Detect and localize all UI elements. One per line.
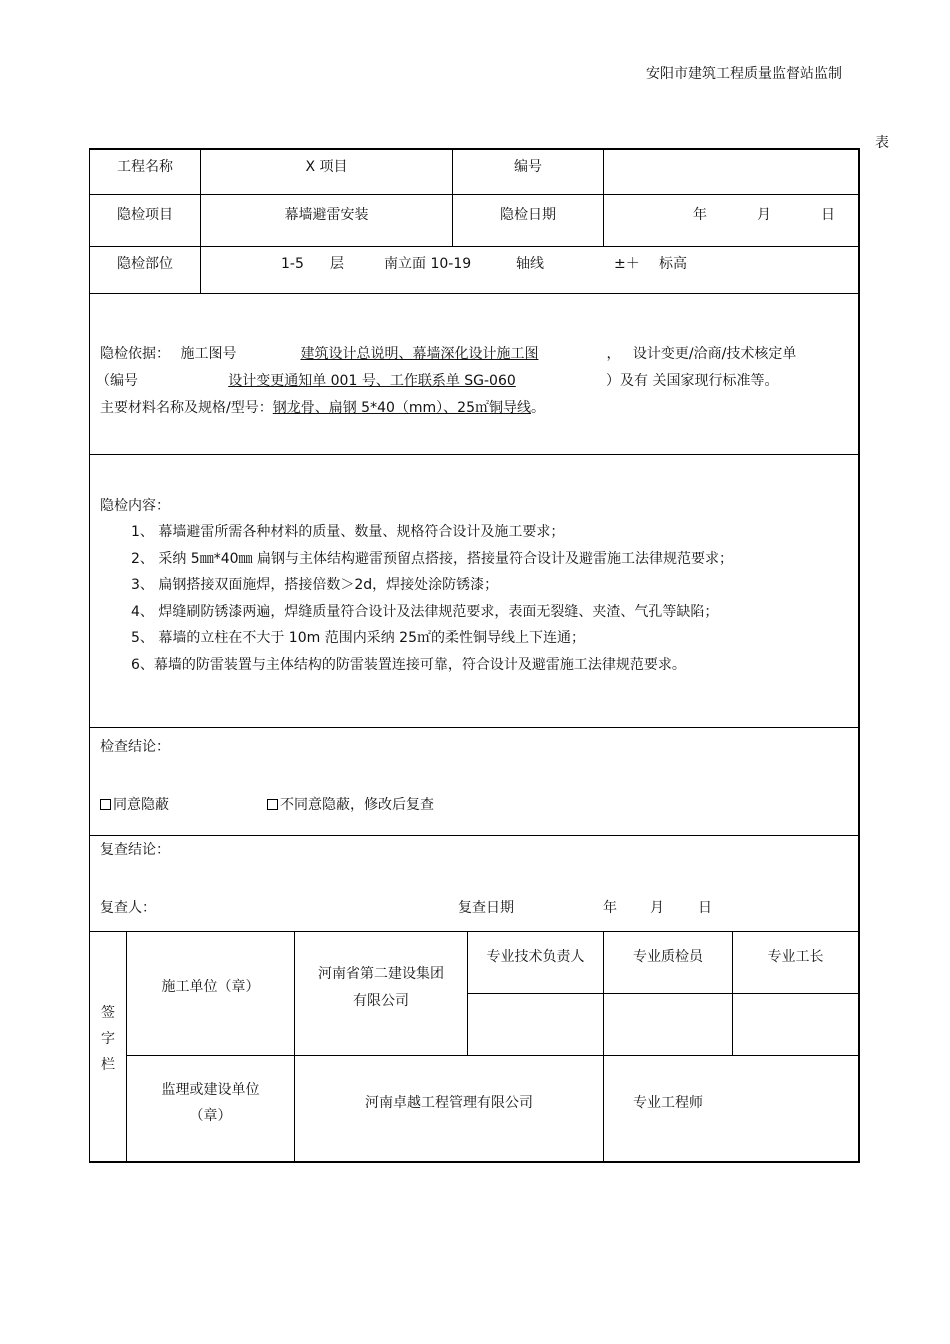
content-item: 2、 采纳 5㎜*40㎜ 扁钢与主体结构避雷预留点搭接，搭接量符合设计及避雷施工法律规范要求； [131, 551, 733, 567]
number-open: （编号 [96, 373, 138, 389]
content-item: 3、 扁钢搭接双面施焊，搭接倍数＞2d，焊接处涂防锈漆； [131, 577, 499, 593]
drawing-label: 施工图号 [180, 346, 237, 362]
location-elevation: 标高 [659, 256, 687, 272]
material-value: 钢龙骨、扁钢 5*40（mm）、25㎡铜导线 [272, 400, 531, 416]
supervisor-name: 河南卓越工程管理有限公司 [365, 1095, 533, 1111]
change-number-value: 设计变更通知单 001 号、工作联系单 SG-060 [228, 373, 516, 389]
contractor-name-line2: 有限公司 [353, 993, 409, 1009]
recheck-label: 复查结论： [100, 842, 170, 858]
sign-char: 字 [101, 1031, 115, 1047]
tech-lead-label: 专业技术负责人 [486, 949, 585, 965]
basis-line-1 [100, 344, 796, 364]
project-name-label: 工程名称 [117, 159, 173, 175]
content-item: 6、幕墙的防雷装置与主体结构的防雷装置连接可靠，符合设计及避雷施工法律规范要求。 [131, 657, 686, 673]
project-name-value: X 项目 [305, 159, 348, 175]
location-facade: 南立面 10-19 [384, 256, 472, 272]
date-day: 日 [821, 207, 835, 223]
disagree-checkbox[interactable] [267, 799, 278, 810]
contractor-label: 施工单位（章） [161, 979, 260, 995]
agree-label: 同意隐蔽 [113, 797, 169, 813]
content-item: 4、 焊缝刷防锈漆两遍，焊缝质量符合设计及法律规范要求，表面无裂缝、夹渣、气孔等缺陷； [131, 604, 719, 620]
change-label: 设计变更/洽商/技术核定单 [632, 346, 797, 362]
inspection-date-label: 隐检日期 [500, 207, 556, 223]
inspection-item-label: 隐检项目 [117, 207, 173, 223]
recheck-day: 日 [698, 900, 712, 916]
engineer-label: 专业工程师 [633, 1095, 703, 1111]
material-label: 主要材料名称及规格/型号： [100, 400, 273, 416]
qc-label: 专业质检员 [633, 949, 703, 965]
content-item: 1、 幕墙避雷所需各种材料的质量、数量、规格符合设计及施工要求； [131, 524, 565, 540]
conclusion-label: 检查结论： [100, 739, 170, 755]
content-label: 隐检内容： [100, 498, 170, 514]
location-floor-unit: 层 [330, 256, 344, 272]
recheck-year: 年 [603, 900, 617, 916]
disagree-label: 不同意隐蔽，修改后复查 [280, 797, 434, 813]
content-item: 5、 幕墙的立柱在不大于 10m 范围内采纳 25㎡的柔性铜导线上下连通； [131, 630, 585, 646]
recheck-month: 月 [650, 900, 664, 916]
location-plusminus: ±＋ [614, 256, 640, 272]
location-axis: 轴线 [516, 256, 544, 272]
recheck-date-label: 复查日期 [458, 900, 514, 916]
inspection-location-label: 隐检部位 [117, 256, 173, 272]
basis-comma: ， [606, 346, 621, 362]
signature-column-label [90, 1000, 126, 1078]
table-mark: 表 [875, 135, 889, 151]
sign-char: 签 [101, 1005, 115, 1021]
foreman-label: 专业工长 [767, 949, 824, 965]
basis-line-3 [100, 398, 545, 418]
inspection-item-value: 幕墙避雷安装 [284, 207, 369, 223]
agree-option[interactable] [100, 795, 169, 815]
sign-char: 栏 [101, 1057, 115, 1073]
supervisor-label-line1: 监理或建设单位 [161, 1082, 260, 1098]
supervisor-note: 安阳市建筑工程质量监督站监制 [646, 66, 842, 82]
drawing-value: 建筑设计总说明、幕墙深化设计施工图 [300, 346, 539, 362]
basis-label: 隐检依据： [100, 346, 170, 362]
agree-checkbox[interactable] [100, 799, 111, 810]
material-end: 。 [530, 400, 545, 416]
contractor-name-line1: 河南省第二建设集团 [318, 966, 444, 982]
supervisor-label-line2: （章） [189, 1108, 232, 1124]
disagree-option[interactable] [267, 795, 434, 815]
number-label: 编号 [514, 159, 542, 175]
location-floor: 1-5 [281, 256, 304, 272]
date-month: 月 [757, 207, 771, 223]
basis-line-2 [96, 371, 778, 391]
date-year: 年 [693, 207, 707, 223]
recheck-person-label: 复查人： [100, 900, 156, 916]
number-close: ）及有 关国家现行标准等。 [606, 373, 779, 389]
